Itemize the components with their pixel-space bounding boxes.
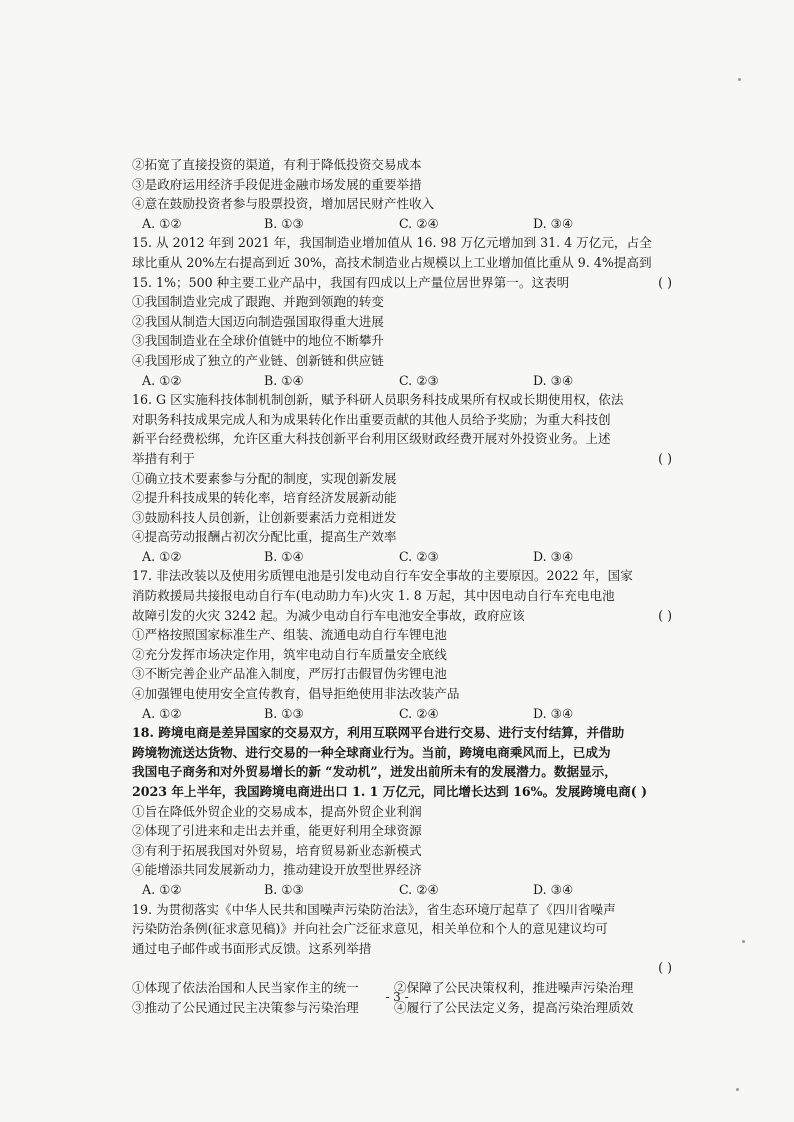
q18-option-4: ④能增添共同发展新动力，推动建设开放型世界经济 xyxy=(132,862,422,878)
q18-choice-a[interactable]: A. ①② xyxy=(142,881,182,897)
q16-choice-d[interactable]: D. ③④ xyxy=(533,548,574,564)
scan-speck xyxy=(736,1088,739,1091)
q17-answer-blank[interactable]: ( ) xyxy=(658,607,672,623)
q17-choice-d[interactable]: D. ③④ xyxy=(533,705,574,721)
q16-stem-line-3: 新平台经费松绑，允许区重大科技创新平台利用区级财政经费开展对外投资业务。上述 xyxy=(132,431,611,447)
q17-choice-b[interactable]: B. ①③ xyxy=(264,705,304,721)
q17-stem-line-1: 17. 非法改装以及使用劣质锂电池是引发电动自行车安全事故的主要原因。2022 年，国家 xyxy=(132,568,633,584)
q16-choice-c[interactable]: C. ②③ xyxy=(399,548,439,564)
q19-stem-line-1: 19. 为贯彻落实《中华人民共和国噪声污染防治法》，省生态环境厅起草了《四川省噪声 xyxy=(132,901,616,917)
q16-stem-line-4 xyxy=(132,449,672,469)
q16-option-1: ①确立技术要素参与分配的制度，实现创新发展 xyxy=(132,470,397,486)
q17-option-3: ③不断完善企业产品准入制度，严厉打击假冒伪劣锂电池 xyxy=(132,666,447,682)
q17-choice-a[interactable]: A. ①② xyxy=(142,705,182,721)
q15-choices xyxy=(132,371,672,391)
q19-stem-line-2: 污染防治条例(征求意见稿)》并向社会广泛征求意见，相关单位和个人的意见建议均可 xyxy=(132,921,608,937)
scan-speck xyxy=(738,78,741,81)
q17-stem-text: 故障引发的火灾 3242 起。为减少电动自行车电池安全事故，政府应该 xyxy=(132,607,525,623)
q15-choice-c[interactable]: C. ②③ xyxy=(399,372,439,388)
q16-stem-text: 举措有利于 xyxy=(132,450,195,466)
q14-choice-a[interactable]: A. ①② xyxy=(142,215,182,231)
q18-option-3: ③有利于拓展我国对外贸易，培育贸易新业态新模式 xyxy=(132,842,422,858)
q15-choice-a[interactable]: A. ①② xyxy=(142,372,182,388)
q16-stem-line-2: 对职务科技成果完成人和为成果转化作出重要贡献的其他人员给予奖励；为重大科技创 xyxy=(132,411,611,427)
q18-stem-line-2: 跨境物流送达货物、进行交易的一种全球商业行为。当前，跨境电商乘风而上，已成为 xyxy=(132,744,611,760)
q19-option-4: ④履行了公民法定义务，提高污染治理质效 xyxy=(394,999,634,1015)
q15-stem-line-3 xyxy=(132,273,672,293)
q18-choice-b[interactable]: B. ①③ xyxy=(264,881,304,897)
q17-option-4: ④加强锂电使用安全宣传教育，倡导拒绝使用非法改装产品 xyxy=(132,686,460,702)
q19-option-3: ③推动了公民通过民主决策参与污染治理 xyxy=(132,999,359,1015)
q18-stem-line-4: 2023 年上半年，我国跨境电商进出口 1. 1 万亿元，同比增长达到 16%。发展跨境电商( ) xyxy=(132,784,648,799)
q19-answer-row xyxy=(132,958,672,978)
q15-choice-b[interactable]: B. ①④ xyxy=(264,372,304,388)
q15-option-1: ①我国制造业完成了跟跑、并跑到领跑的转变 xyxy=(132,294,384,310)
q17-stem-line-2: 消防救援局共接报电动自行车(电动助力车)火灾 1. 8 万起，其中因电动自行车充电电池 xyxy=(132,588,615,604)
q17-choices xyxy=(132,704,672,724)
q15-choice-d[interactable]: D. ③④ xyxy=(533,372,574,388)
q18-choice-c[interactable]: C. ②④ xyxy=(399,881,439,897)
q17-option-2: ②充分发挥市场决定作用，筑牢电动自行车质量安全底线 xyxy=(132,646,447,662)
q19-answer-blank[interactable]: ( ) xyxy=(658,960,672,976)
q15-stem-text: 15. 1%；500 种主要工业产品中，我国有四成以上产量位居世界第一。这表明 xyxy=(132,274,570,290)
q15-option-3: ③我国制造业在全球价值链中的地位不断攀升 xyxy=(132,333,384,349)
q15-option-4: ④我国形成了独立的产业链、创新链和供应链 xyxy=(132,352,384,368)
q18-choice-d[interactable]: D. ③④ xyxy=(533,881,574,897)
exam-content xyxy=(132,155,672,1017)
q15-stem-line-2: 球比重从 20%左右提高到近 30%，高技术制造业占规模以上工业增加值比重从 9. 4%提高到 xyxy=(132,254,652,270)
q15-option-2: ②我国从制造大国迈向制造强国取得重大进展 xyxy=(132,313,384,329)
q14-choice-b[interactable]: B. ①③ xyxy=(264,215,304,231)
q16-option-2: ②提升科技成果的转化率，培育经济发展新动能 xyxy=(132,490,397,506)
q15-stem-line-1: 15. 从 2012 年到 2021 年，我国制造业增加值从 16. 98 万亿元增加到 31. 4 万亿元，占全 xyxy=(132,235,652,251)
q16-option-3: ③鼓励科技人员创新，让创新要素活力竞相迸发 xyxy=(132,509,397,525)
q18-choices xyxy=(132,880,672,900)
q18-stem-line-3: 我国电子商务和对外贸易增长的新 “发动机”，迸发出前所未有的发展潜力。数据显示， xyxy=(132,764,617,780)
q18-option-2: ②体现了引进来和走出去并重，能更好利用全球资源 xyxy=(132,823,422,839)
q17-stem-line-3 xyxy=(132,606,672,626)
q16-choices xyxy=(132,547,672,567)
q14-choice-c[interactable]: C. ②④ xyxy=(399,215,439,231)
q17-choice-c[interactable]: C. ②④ xyxy=(399,705,439,721)
q18-option-1: ①旨在降低外贸企业的交易成本，提高外贸企业利润 xyxy=(132,803,422,819)
q16-stem-line-1: 16. G 区实施科技体制机制创新，赋予科研人员职务科技成果所有权或长期使用权，依法 xyxy=(132,392,624,408)
page-number: - 3 - xyxy=(385,990,409,1004)
q19-option-1: ①体现了依法治国和人民当家作主的统一 xyxy=(132,979,359,995)
q18-stem-line-1: 18. 跨境电商是差异国家的交易双方，利用互联网平台进行交易、进行支付结算，并借助 xyxy=(132,725,625,741)
q15-answer-blank[interactable]: ( ) xyxy=(658,274,672,290)
q16-choice-b[interactable]: B. ①④ xyxy=(264,548,304,564)
q19-stem-line-3: 通过电子邮件或书面形式反馈。这系列举措 xyxy=(132,940,372,956)
q17-option-1: ①严格按照国家标准生产、组装、流通电动自行车锂电池 xyxy=(132,627,447,643)
scan-speck xyxy=(742,940,745,943)
q16-option-4: ④提高劳动报酬占初次分配比重，提高生产效率 xyxy=(132,529,397,545)
q16-answer-blank[interactable]: ( ) xyxy=(658,450,672,466)
q14-choice-d[interactable]: D. ③④ xyxy=(533,215,574,231)
q14-option-4: ④意在鼓励投资者参与股票投资，增加居民财产性收入 xyxy=(132,196,435,212)
q14-option-2: ②拓宽了直接投资的渠道，有利于降低投资交易成本 xyxy=(132,157,422,172)
q14-option-3: ③是政府运用经济手段促进金融市场发展的重要举措 xyxy=(132,176,422,192)
q19-option-2: ②保障了公民决策权利，推进噪声污染治理 xyxy=(394,979,634,995)
q14-choices xyxy=(132,214,672,234)
q16-choice-a[interactable]: A. ①② xyxy=(142,548,182,564)
